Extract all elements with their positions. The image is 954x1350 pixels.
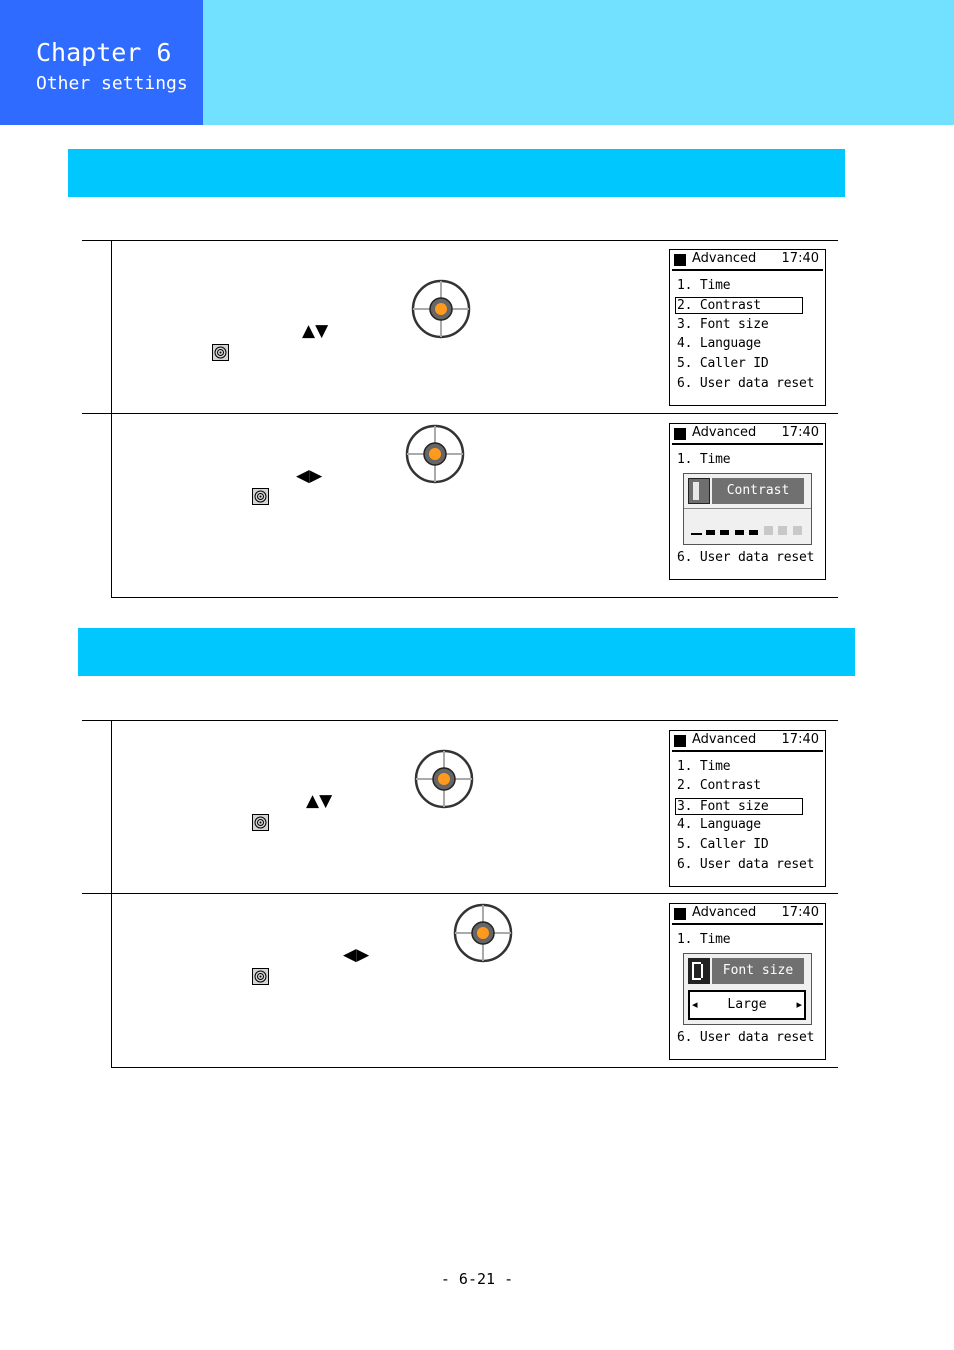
menu-item-font-size: 3. Font size [677,317,769,332]
phone-screen-font-size-popup [669,903,826,1060]
navigation-keypad-icon [452,902,514,964]
table-rule [111,240,112,598]
menu-item-caller-id: 5. Caller ID [677,356,769,371]
table-rule [82,240,838,241]
navigation-keypad-icon [404,423,466,485]
contrast-segment [735,530,744,535]
menu-item-time: 1. Time [677,932,731,947]
contrast-segment [778,526,787,535]
phone-screen-menu-font-size [669,730,826,887]
font-size-value: Large [727,997,767,1012]
menu-item-caller-id: 5. Caller ID [677,837,769,852]
menu-item-font-size-selected: 3. Font size [675,798,803,815]
section-bar-font-size [78,628,855,676]
left-arrow-icon: ◂ [692,998,698,1011]
contrast-icon [688,478,710,504]
menu-item-user-data-reset: 6. User data reset [677,1030,815,1045]
menu-item-contrast-selected: 2. Contrast [675,297,803,314]
center-select-key-icon [212,344,229,361]
screen-title: Advanced [692,251,757,266]
menu-item-time: 1. Time [677,278,731,293]
menu-square-icon [674,735,686,747]
table-rule [82,893,838,894]
table-rule [111,597,838,598]
menu-square-icon [674,254,686,266]
chapter-title: Chapter 6 [36,38,172,67]
table-rule [111,720,112,1068]
popup-title: Font size [712,958,804,984]
menu-item-time: 1. Time [677,452,731,467]
popup-divider [684,508,811,509]
table-rule [82,413,838,414]
navigation-keypad-icon [413,748,475,810]
screen-time: 17:40 [781,251,819,266]
up-down-arrow-icon: ▲▼ [302,321,329,341]
contrast-segment [793,526,802,535]
font-size-selector [688,990,806,1020]
left-right-arrow-icon: ◀▶ [343,945,370,965]
center-select-key-icon [252,488,269,505]
screen-header [672,731,823,752]
screen-title: Advanced [692,905,757,920]
table-rule [82,720,838,721]
screen-header [672,424,823,445]
font-size-icon [688,958,710,984]
menu-item-contrast: 2. Contrast [677,778,761,793]
screen-title: Advanced [692,732,757,747]
menu-item-user-data-reset: 6. User data reset [677,550,815,565]
menu-item-language: 4. Language [677,336,761,351]
up-down-arrow-icon: ▲▼ [306,791,333,811]
popup-title: Contrast [712,478,804,504]
screen-title: Advanced [692,425,757,440]
navigation-keypad-icon [410,278,472,340]
section-bar-contrast [68,149,845,197]
phone-screen-contrast-popup [669,423,826,580]
contrast-segment [764,526,773,535]
screen-time: 17:40 [781,425,819,440]
menu-square-icon [674,908,686,920]
menu-item-time: 1. Time [677,759,731,774]
contrast-level-bar [691,526,811,536]
menu-square-icon [674,428,686,440]
menu-item-language: 4. Language [677,817,761,832]
menu-item-user-data-reset: 6. User data reset [677,376,815,391]
page-number: - 6-21 - [440,1270,514,1288]
center-select-key-icon [252,968,269,985]
screen-header [672,904,823,925]
chapter-subtitle: Other settings [36,73,188,94]
font-size-popup [683,953,812,1025]
center-select-key-icon [252,814,269,831]
contrast-segment [720,530,729,535]
left-right-arrow-icon: ◀▶ [296,466,323,486]
phone-screen-menu-contrast [669,249,826,406]
right-arrow-icon: ▸ [796,998,802,1011]
menu-item-user-data-reset: 6. User data reset [677,857,815,872]
contrast-segment [749,530,758,535]
screen-time: 17:40 [781,905,819,920]
screen-header [672,250,823,271]
contrast-popup [683,473,812,545]
table-rule [111,1067,838,1068]
screen-time: 17:40 [781,732,819,747]
contrast-segment [706,530,715,535]
contrast-segment [691,533,702,535]
